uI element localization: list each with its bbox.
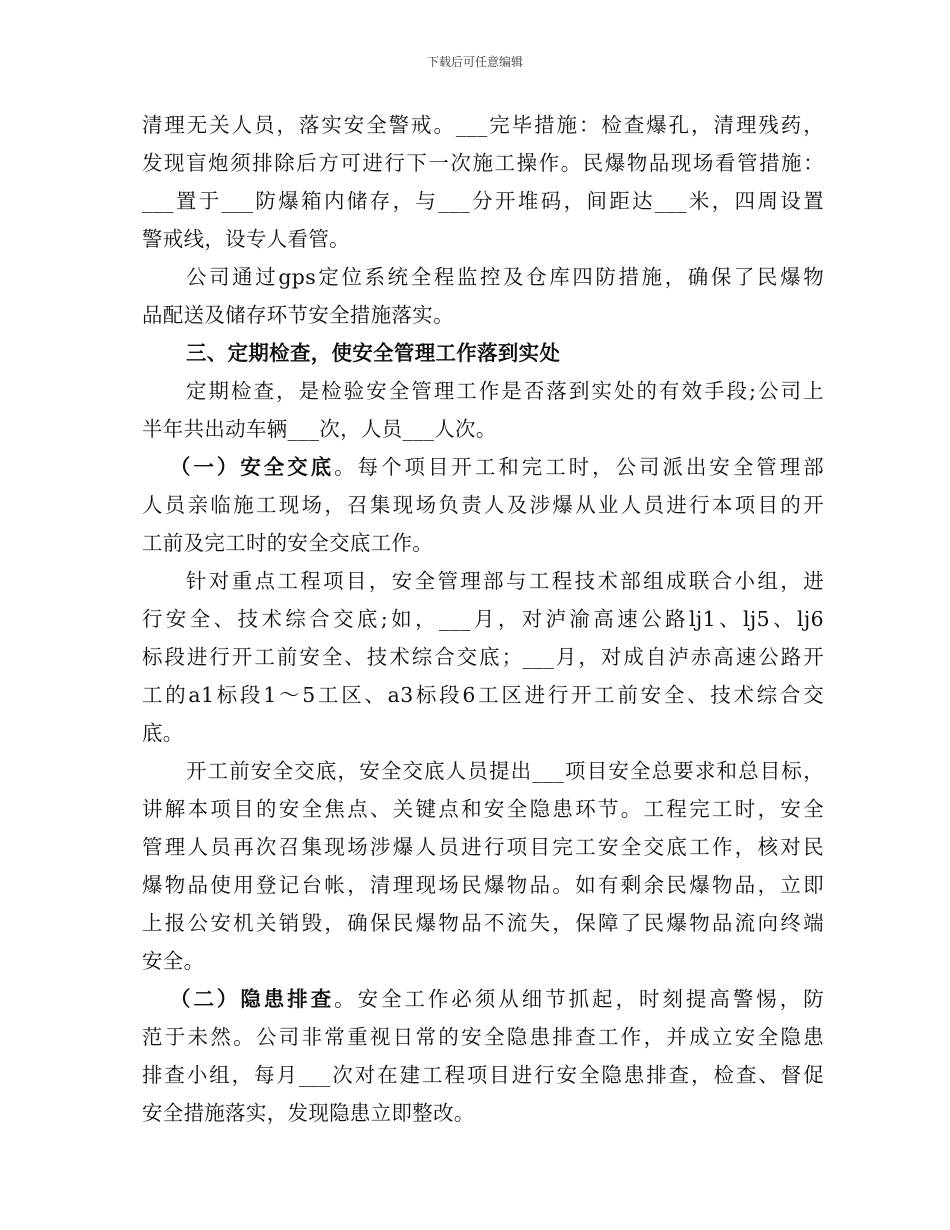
text-line: 安全措施落实，发现隐患立即整改。	[142, 1101, 475, 1125]
text-line: 警戒线，设专人看管。	[142, 227, 350, 251]
text-line	[142, 448, 824, 486]
text-line: 行安全、技术综合交底;如，___月，对泸渝高速公路lj1、lj5、lj6	[142, 607, 824, 631]
text-line: 标段进行开工前安全、技术综合交底；___月，对成自泸赤高速公路开	[142, 645, 824, 669]
text-line: 三、定期检查，使安全管理工作落到实处	[186, 341, 561, 365]
text-line: 爆物品使用登记台帐，清理现场民爆物品。如有剩余民爆物品，立即	[142, 873, 824, 897]
text-line: 范于未然。公司非常重视日常的安全隐患排查工作，并成立安全隐患	[142, 1025, 824, 1049]
text-line: ___置于___防爆箱内储存，与___分开堆码，间距达___米，四周设置	[142, 189, 824, 213]
text-line: 开工前安全交底，安全交底人员提出___项目安全总要求和总目标，	[186, 759, 824, 783]
subsection-heading: （二）隐患排查	[170, 987, 335, 1011]
text-line: 底。	[142, 721, 184, 745]
line-text: 。安全工作必须从细节抓起，时刻提高警惕，防	[334, 987, 824, 1011]
text-line: 工的a1标段1～5工区、a3标段6工区进行开工前安全、技术综合交	[142, 683, 824, 707]
text-line: 安全。	[142, 949, 205, 973]
line-text: 。每个项目开工和完工时，公司派出安全管理部	[334, 455, 824, 479]
text-line: 人员亲临施工现场，召集现场负责人及涉爆从业人员进行本项目的开	[142, 493, 824, 517]
text-line: 针对重点工程项目，安全管理部与工程技术部组成联合小组，进	[186, 569, 824, 593]
text-line: 排查小组，每月___次对在建工程项目进行安全隐患排查，检查、督促	[142, 1063, 824, 1087]
text-line: 管理人员再次召集现场涉爆人员进行项目完工安全交底工作，核对民	[142, 835, 824, 859]
text-line: 讲解本项目的安全焦点、关键点和安全隐患环节。工程完工时，安全	[142, 797, 824, 821]
text-line: 上报公安机关销毁，确保民爆物品不流失，保障了民爆物品流向终端	[142, 911, 824, 935]
text-line	[142, 980, 824, 1018]
text-line: 半年共出动车辆___次，人员___人次。	[142, 417, 497, 441]
text-line: 发现盲炮须排除后方可进行下一次施工操作。民爆物品现场看管措施：	[142, 151, 824, 175]
text-line: 清理无关人员，落实安全警戒。___完毕措施：检查爆孔，清理残药，	[142, 113, 824, 137]
page-header: 下载后可任意编辑	[426, 55, 523, 69]
subsection-heading: （一）安全交底	[170, 455, 335, 479]
text-line: 工前及完工时的安全交底工作。	[142, 531, 434, 555]
text-line: 定期检查，是检验安全管理工作是否落到实处的有效手段;公司上	[186, 379, 824, 403]
text-line: 公司通过gps定位系统全程监控及仓库四防措施，确保了民爆物	[186, 265, 824, 289]
text-line: 品配送及储存环节安全措施落实。	[142, 303, 454, 327]
document-body	[142, 106, 824, 1132]
